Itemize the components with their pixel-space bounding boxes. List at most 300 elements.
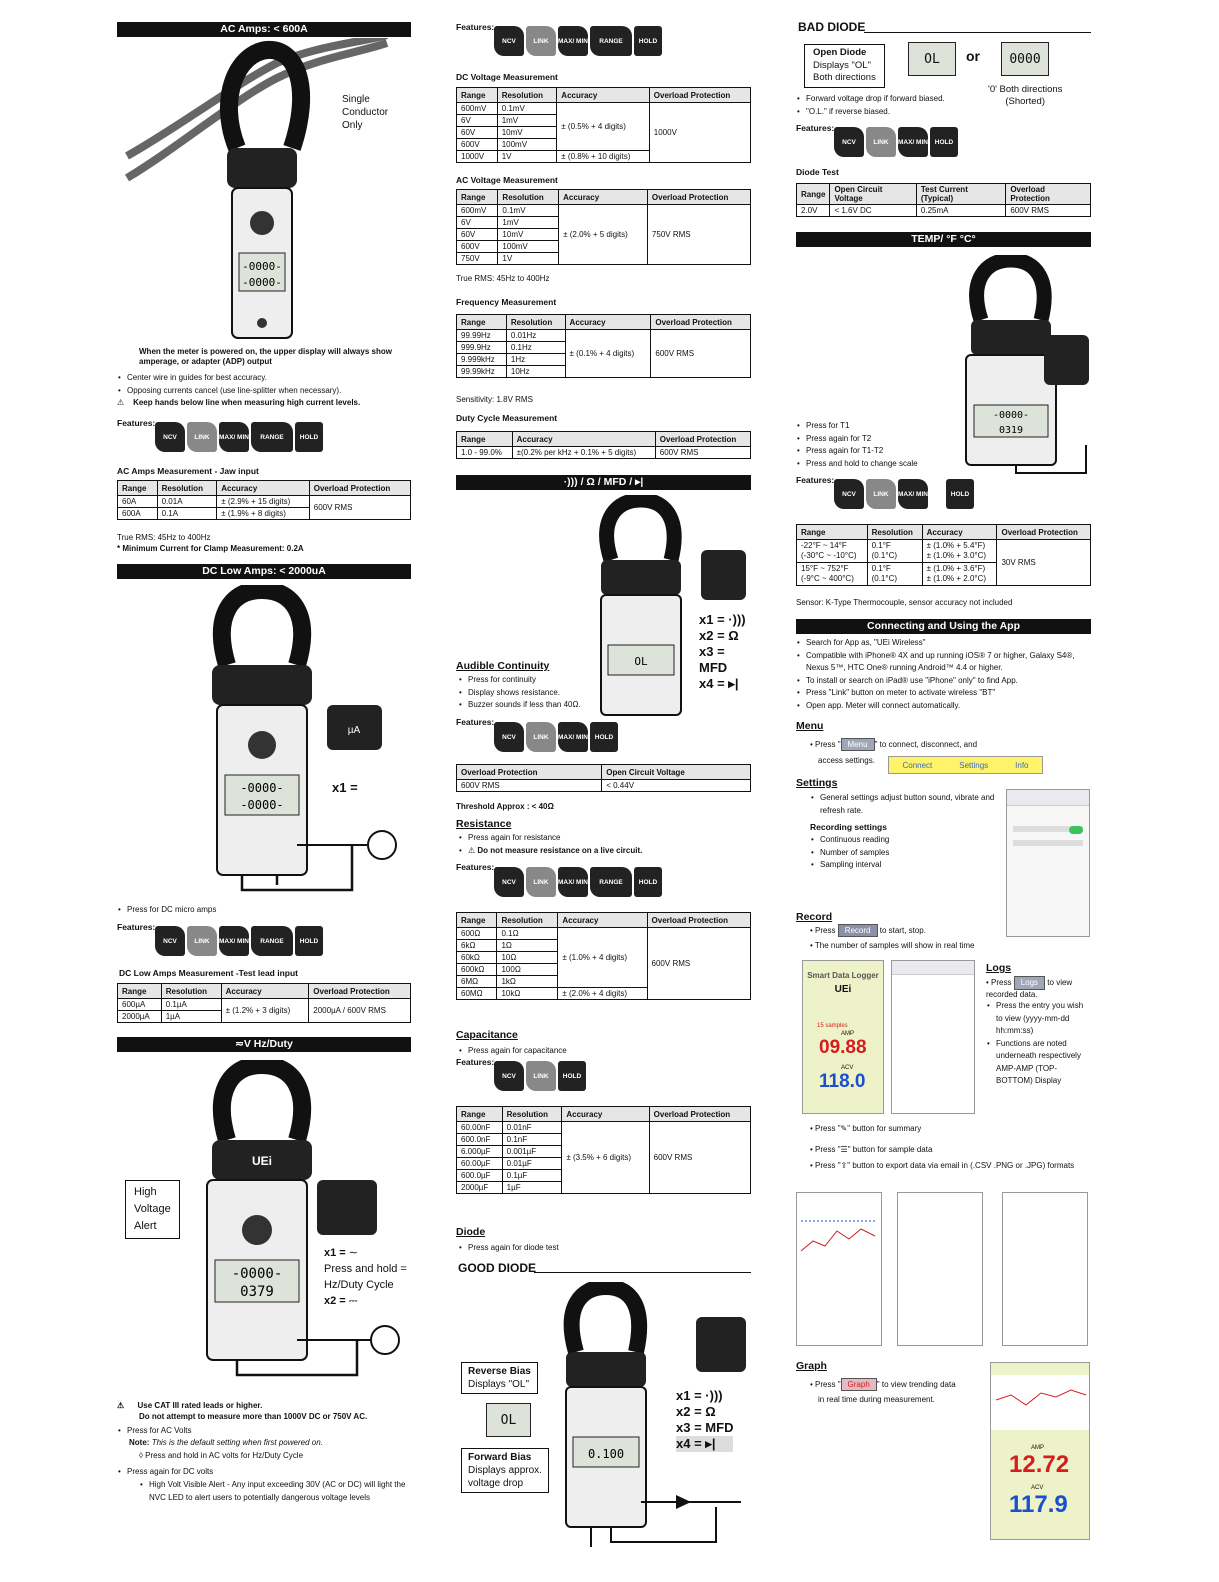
td: ±(0.2% per kHz + 0.1% + 5 digits) [512, 447, 655, 459]
ncv-key: NCV [834, 127, 864, 157]
th: Accuracy [565, 315, 651, 330]
record-button[interactable]: Record [838, 924, 878, 937]
bullet: • General settings adjust button sound, vibrate and refresh rate. [810, 792, 1000, 817]
td: 6.000µF [457, 1146, 503, 1158]
th: Resolution [157, 481, 217, 496]
ohm-modes [699, 612, 751, 692]
td: 1000V [649, 103, 750, 163]
td: 1µF [502, 1182, 562, 1194]
bullet: • "O.L." if reverse biased. [796, 106, 986, 119]
th: Overload Protection [309, 481, 410, 496]
mode-x: x3 = [699, 644, 725, 659]
min-current: * Minimum Current for Clamp Measurement: 0.2A [117, 544, 304, 553]
app-header: Connecting and Using the App [796, 619, 1091, 634]
bullet: • Display shows resistance. [458, 687, 628, 700]
td: 6V [457, 217, 498, 229]
cell-line: (0.1°C) [871, 551, 898, 560]
temp-clamp-illustration [956, 255, 1091, 475]
mode-v: MFD [699, 660, 728, 675]
text: The number of samples will show in real time [814, 941, 975, 950]
th: Test Current (Typical) [916, 184, 1005, 205]
table-row [457, 780, 751, 792]
td: 100Ω [497, 964, 558, 976]
alert-line: High [134, 1186, 157, 1198]
table-row [457, 928, 751, 940]
td: 99.99kHz [457, 366, 507, 378]
logs-bullets [986, 1000, 1091, 1088]
range-key: RANGE [251, 422, 293, 452]
td: 1V [497, 151, 557, 163]
features-keys [834, 477, 974, 511]
ol-display: OL [908, 42, 956, 76]
td: < 0.44V [602, 780, 751, 792]
link-key: LINK [526, 1061, 556, 1091]
bullet: • Search for App as, "UEi Wireless" [796, 637, 1091, 650]
cell-line: ± (1.0% + 3.0°C) [926, 551, 987, 560]
td: 1µA [161, 1011, 221, 1023]
dc-amps-header: DC Low Amps: < 2000uA [117, 564, 411, 579]
td: 0.001µF [502, 1146, 562, 1158]
menu-options [888, 756, 1043, 774]
single-conductor-note [342, 93, 388, 132]
settings-option[interactable]: Settings [959, 760, 989, 770]
dcv-table [456, 87, 751, 163]
th: Resolution [497, 913, 558, 928]
td: 10kΩ [497, 988, 558, 1000]
mode-v: ·))) [705, 1388, 723, 1403]
maxmin-key: MAX/ MIN [558, 867, 588, 897]
cell-line: ± (1.0% + 5.4°F) [926, 541, 986, 550]
note-label: Note: [129, 1438, 150, 1447]
link-key: LINK [187, 926, 217, 956]
acv-label: ACV [841, 1065, 854, 1071]
acv-trms: True RMS: 45Hz to 400Hz [456, 274, 550, 283]
td: ± (0.1% + 4 digits) [565, 330, 651, 378]
td: ± (1.0% + 4 digits) [558, 928, 647, 988]
fwd-line: Displays approx. [468, 1465, 542, 1476]
td: 1Ω [497, 940, 558, 952]
mode-x: x1 = [676, 1388, 702, 1403]
text: " button to export data via email in (.CSV .PNG or .JPG) formats [847, 1161, 1075, 1170]
trend-chart [991, 1375, 1089, 1430]
note-line [129, 1438, 323, 1447]
diode-test-title: Diode Test [796, 167, 839, 177]
th: Overload Protection [997, 525, 1091, 540]
logs-button[interactable]: Logs [1014, 976, 1045, 990]
td: 30V RMS [997, 540, 1091, 586]
bullet: • Press "Link" button on meter to activate wireless "BT" [796, 687, 1091, 700]
dc-amps-table [117, 983, 411, 1023]
press-list: • Press "✎" button for summary • Press "☰" button for sample data • Press "⇪" button to export data via email in (.CSV .PNG or .JPG) formats [810, 1124, 1075, 1170]
bullet: • High Volt Visible Alert - Any input exceeding 30V (AC or DC) will light the NVC LED to alert users to potentially dangerous voltage levels [139, 1479, 409, 1504]
features-keys [834, 125, 958, 159]
td: 0.1A [157, 508, 217, 520]
dc-clamp-illustration [117, 585, 411, 900]
th: Resolution [161, 984, 221, 999]
td: 1mV [498, 217, 559, 229]
th: Range [118, 481, 158, 496]
mode-x: x1 = [699, 612, 725, 627]
reverse-bias-box [461, 1362, 538, 1394]
td: 1mV [497, 115, 557, 127]
th: Accuracy [562, 1107, 649, 1122]
ac-trms: True RMS: 45Hz to 400Hz [117, 533, 211, 542]
link-key: LINK [187, 422, 217, 452]
capacitance-table [456, 1106, 751, 1194]
td: 60V [457, 127, 498, 139]
open-diode-box [804, 44, 885, 88]
connect-option[interactable]: Connect [902, 760, 933, 770]
td: ± (0.5% + 4 digits) [557, 103, 649, 151]
recording-settings-title: Recording settings [810, 822, 887, 832]
table-row [457, 103, 751, 115]
td: 0.1nF [502, 1134, 562, 1146]
maxmin-key: MAX/ MIN [219, 926, 249, 956]
fwd-line: Forward Bias [468, 1452, 532, 1463]
note-text: This is the default setting when first powered on. [151, 1438, 323, 1447]
cell-line: ± (1.0% + 3.6°F) [926, 564, 986, 573]
recording-bullets [810, 834, 1000, 872]
td: 60MΩ [457, 988, 497, 1000]
zero-line: '0' Both directions [988, 84, 1063, 95]
menu-title: Menu [796, 720, 824, 732]
ac-bullets [117, 372, 411, 397]
td: 600V RMS [647, 928, 750, 1000]
bullet: • Continuous reading [810, 834, 1000, 847]
hv-bullets [139, 1479, 409, 1504]
th: Range [797, 184, 830, 205]
diode-modes [676, 1388, 733, 1452]
td: 6MΩ [457, 976, 497, 988]
zero-line: (Shorted) [1005, 96, 1045, 107]
single-line-1: Single [342, 94, 370, 105]
th: Accuracy [217, 481, 310, 496]
bullet: • Open app. Meter will connect automatically. [796, 700, 1091, 713]
features-keys [155, 420, 323, 454]
hold-key: HOLD [558, 1061, 586, 1091]
svg-text:UEi: UEi [251, 1154, 273, 1168]
hold-key: HOLD [946, 479, 974, 509]
table-row [118, 999, 411, 1011]
capacitance-title: Capacitance [456, 1029, 518, 1041]
link-key: LINK [526, 867, 556, 897]
menu-line-2: access settings. [818, 756, 875, 765]
list-icon[interactable]: ☰ [840, 1145, 848, 1154]
td: 600V RMS [457, 780, 602, 792]
bullet: • To install or search on iPad® use "iPhone" only" to find App. [796, 675, 1091, 688]
th: Overload Protection [651, 315, 751, 330]
ac-amps-header: AC Amps: < 600A [117, 22, 411, 37]
td: 600V RMS [1006, 205, 1091, 217]
bullet [458, 845, 748, 858]
dcv-bullets [117, 1466, 411, 1479]
rev-line: Displays "OL" [468, 1379, 530, 1390]
bad-diode-bullets [796, 93, 986, 118]
bad-diode-title: BAD DIODE [798, 20, 866, 34]
td: 600V RMS [649, 1122, 750, 1194]
warning-icon: ⚠ [468, 845, 476, 855]
ac-table-title: AC Amps Measurement - Jaw input [117, 466, 259, 476]
graph-button[interactable]: Graph [841, 1378, 877, 1391]
td: 600V RMS [651, 330, 751, 378]
log-list-phone-screenshot [891, 960, 975, 1114]
warning-icon: ⚠ [117, 1401, 125, 1410]
td: 1Hz [506, 354, 565, 366]
th: Accuracy [512, 432, 655, 447]
th: Range [457, 432, 513, 447]
mode-v: Ω [705, 1404, 716, 1419]
svg-text:0.100: 0.100 [587, 1447, 625, 1461]
td: 600V [457, 139, 498, 151]
summary-icon[interactable]: ✎ [840, 1124, 848, 1133]
th: Range [457, 190, 498, 205]
mode-v: ▸| [728, 676, 739, 691]
continuity-bullets [458, 674, 628, 712]
th: Open Circuit Voltage [830, 184, 916, 205]
bullet: • Press again for T1-T2 [796, 445, 966, 458]
bullet: • Opposing currents cancel (use line-splitter when necessary). [117, 385, 411, 398]
td: 9.999kHz [457, 354, 507, 366]
link-key: LINK [526, 26, 556, 56]
ohm-header: ·))) / Ω / MFD / ▸| [456, 475, 751, 490]
link-key: LINK [866, 479, 896, 509]
table-row [457, 205, 751, 217]
graph-reading-bottom: 117.9 [1009, 1491, 1068, 1518]
summary-chart [797, 1211, 881, 1271]
resistance-bullets [458, 832, 748, 857]
ac-amps-table [117, 480, 411, 520]
td: 1000V [457, 151, 498, 163]
record-title: Record [796, 911, 833, 923]
bullet: • Press for AC Volts [117, 1425, 411, 1438]
bullet: • Functions are noted underneath respectively AMP-AMP (TOP-BOTTOM) Display [986, 1038, 1091, 1088]
features-keys [494, 24, 662, 58]
svg-text:-0000-: -0000- [242, 260, 282, 273]
th: Resolution [502, 1107, 562, 1122]
graph-line: • Press " Graph " to view trending data [810, 1380, 956, 1389]
record-line: • Press Record to start, stop. [810, 926, 926, 935]
reading-bottom: 118.0 [819, 1071, 866, 1092]
svg-text:0379: 0379 [240, 1284, 274, 1300]
th: Resolution [506, 315, 565, 330]
td: 600mV [457, 205, 498, 217]
features-label: Features: [456, 22, 495, 32]
td: 60.00µF [457, 1158, 503, 1170]
td: 100mV [498, 241, 559, 253]
td: 1.0 - 99.0% [457, 447, 513, 459]
bullet: • Number of samples [810, 847, 1000, 860]
cell-line: ± (1.0% + 2.0°C) [926, 574, 987, 583]
th: Accuracy [559, 190, 648, 205]
divider [864, 32, 1091, 33]
maxmin-key: MAX/ MIN [558, 722, 588, 752]
svg-text:0319: 0319 [998, 425, 1024, 436]
logs-title: Logs [986, 962, 1012, 974]
td: ± (0.8% + 10 digits) [557, 151, 649, 163]
ncv-key: NCV [155, 422, 185, 452]
graph-reading-top: 12.72 [1009, 1451, 1070, 1478]
mode-v: MFD [705, 1420, 734, 1435]
svg-text:-0000-: -0000- [240, 798, 284, 812]
resistance-title: Resistance [456, 818, 512, 830]
table-row [457, 447, 751, 459]
cell-line: (-9°C ~ 400°C) [801, 574, 854, 583]
cat-text-2: Do not attempt to measure more than 1000V DC or 750V AC. [139, 1412, 368, 1421]
td: 600Ω [457, 928, 497, 940]
ol-display: OL [486, 1403, 531, 1437]
summary-phone-screenshot [796, 1192, 882, 1346]
or-label: or [966, 48, 980, 64]
table-row [118, 496, 411, 508]
single-line-3: Only [342, 120, 363, 131]
app-title: Smart Data Logger [807, 971, 879, 980]
td: 0.1µA [161, 999, 221, 1011]
warning-icon: ⚠ [117, 398, 125, 407]
bullet: • Sampling interval [810, 859, 1000, 872]
acv-label: ACV [1031, 1485, 1044, 1491]
logs-line: • Press Logs to view recorded data. [986, 978, 1073, 999]
th: Overload Protection [457, 765, 602, 780]
hold-key: HOLD [634, 867, 662, 897]
dcv-title: DC Voltage Measurement [456, 72, 558, 82]
text: • Press " [810, 740, 841, 749]
phone-nav [892, 961, 974, 975]
ncv-key: NCV [494, 867, 524, 897]
good-diode-title: GOOD DIODE [458, 1261, 537, 1275]
td: 2000µA [118, 1011, 162, 1023]
link-key: LINK [526, 722, 556, 752]
mode-x: x2 = [699, 628, 725, 643]
hold-key: HOLD [634, 26, 662, 56]
td: 0.1Hz [506, 342, 565, 354]
bullet-text: Do not measure resistance on a live circuit. [477, 845, 643, 855]
x1-label: x1 = [324, 1247, 346, 1259]
svg-text:-0000-: -0000- [240, 781, 284, 795]
settings-bullets [810, 792, 1000, 817]
th: Overload Protection [647, 190, 750, 205]
cell-line: (0.1°C) [871, 574, 898, 583]
th: Range [457, 1107, 503, 1122]
alert-line: Voltage [134, 1203, 171, 1215]
features-label: Features: [796, 123, 835, 133]
td: 600.0µF [457, 1170, 503, 1182]
td: 600kΩ [457, 964, 497, 976]
info-option[interactable]: Info [1015, 760, 1029, 770]
continuity-title: Audible Continuity [456, 660, 550, 672]
sample-count: 15 samples [817, 1023, 848, 1029]
mode-x: x4 = [699, 676, 725, 691]
bullet: • Press the entry you wish to view (yyyy-mm-dd hh:mm:ss) [986, 1000, 1091, 1038]
th: Range [457, 315, 507, 330]
td: 60kΩ [457, 952, 497, 964]
td: 600.0nF [457, 1134, 503, 1146]
table-row [797, 540, 1091, 563]
cell-line: 0.1°F [871, 541, 891, 550]
export-phone-screenshot [1002, 1192, 1088, 1346]
td: 60.00nF [457, 1122, 503, 1134]
hz-duty-line: ◊ Press and hold in AC volts for Hz/Duty Cycle [139, 1451, 304, 1460]
forward-bias-box [461, 1448, 549, 1493]
cell-line: -22°F ~ 14°F [801, 541, 847, 550]
td: 10mV [497, 127, 557, 139]
td: 60V [457, 229, 498, 241]
td: 999.9Hz [457, 342, 507, 354]
features-label: Features: [456, 717, 495, 727]
ncv-key: NCV [834, 479, 864, 509]
alert-line: Alert [134, 1220, 157, 1232]
resistance-table [456, 912, 751, 1000]
svg-text:-0000-: -0000- [242, 276, 282, 289]
mode-v: ▸| [705, 1436, 716, 1451]
temp-header: TEMP/ °F °C° [796, 232, 1091, 247]
range-key: RANGE [590, 26, 632, 56]
th: Accuracy [922, 525, 997, 540]
features-label: Features: [456, 1057, 495, 1067]
td: 10Ω [497, 952, 558, 964]
single-line-2: Conductor [342, 107, 389, 118]
th: Overload Protection [649, 88, 750, 103]
maxmin-key: MAX/ MIN [558, 26, 588, 56]
td: 600V RMS [655, 447, 750, 459]
td: 10mV [498, 229, 559, 241]
td: 2.0V [797, 205, 830, 217]
th: Range [457, 913, 497, 928]
td: 6V [457, 115, 498, 127]
maxmin-key: MAX/ MIN [898, 127, 928, 157]
settings-title: Settings [796, 777, 838, 789]
reading-top: 09.88 [819, 1037, 867, 1058]
text: to view recorded data. [986, 978, 1073, 999]
mode-v: ·))) [728, 612, 746, 627]
range-key: RANGE [251, 926, 293, 956]
td: 2000µF [457, 1182, 503, 1194]
bullet: • Center wire in guides for best accuracy. [117, 372, 411, 385]
text: " button for summary [847, 1124, 922, 1133]
power-note: When the meter is powered on, the upper display will always show amperage, or adapter (ADP) output [139, 347, 392, 366]
td: 100mV [497, 139, 557, 151]
bullet: • Press for T1 [796, 420, 966, 433]
mode-v: Ω [728, 628, 739, 643]
bullet: • Press and hold to change scale [796, 458, 966, 471]
td: 2000µA / 600V RMS [309, 999, 411, 1023]
bullet: • Press for DC micro amps [117, 904, 411, 917]
hold-label: Press and hold = [324, 1263, 407, 1275]
td: 10Hz [506, 366, 565, 378]
td: 750V [457, 253, 498, 265]
th: Resolution [497, 88, 557, 103]
td: 600µA [118, 999, 162, 1011]
mode-x: x2 = [676, 1404, 702, 1419]
hold-key: HOLD [295, 926, 323, 956]
bullet: • Press for continuity [458, 674, 628, 687]
x2-label: x2 = [324, 1295, 346, 1307]
table-row [797, 205, 1091, 217]
menu-button[interactable]: Menu [841, 738, 875, 751]
ncv-key: NCV [494, 26, 524, 56]
fwd-line: voltage drop [468, 1478, 524, 1489]
open-line: Open Diode [813, 47, 867, 58]
phone-nav [1007, 790, 1089, 806]
shorted-note [988, 84, 1062, 108]
continuity-table [456, 764, 751, 792]
app-bullets [796, 637, 1091, 712]
range-key: RANGE [590, 867, 632, 897]
amp-label: AMP [1031, 1445, 1045, 1451]
bullet: • Press again for T2 [796, 433, 966, 446]
export-icon[interactable]: ⇪ [840, 1161, 848, 1170]
text: to start, stop. [879, 926, 926, 935]
features-label: Features: [456, 862, 495, 872]
